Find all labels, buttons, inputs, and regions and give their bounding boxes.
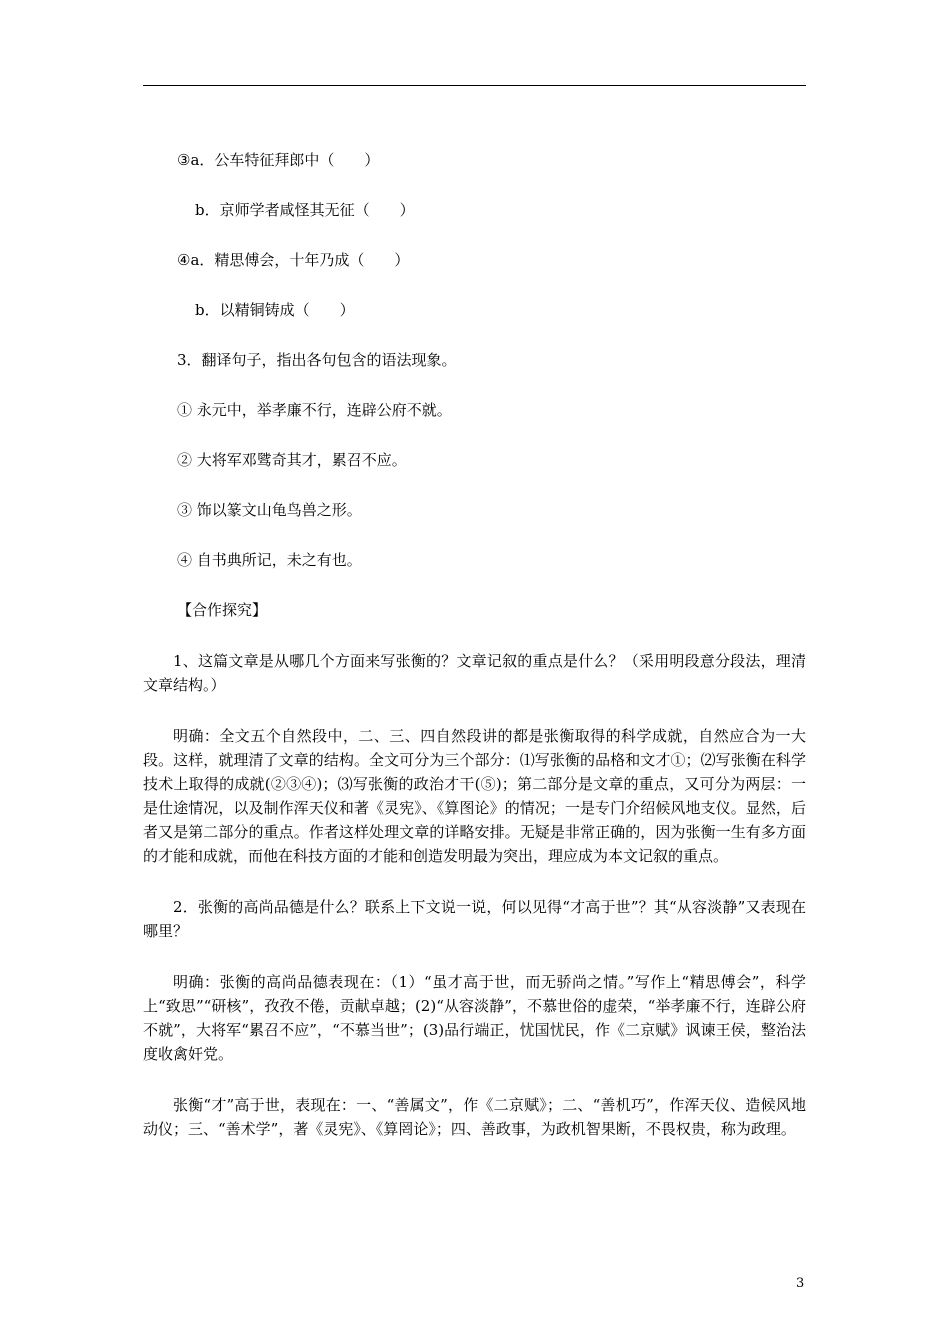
document-body xyxy=(143,148,806,1141)
paragraph: 明确：全文五个自然段中，二、三、四自然段讲的都是张衡取得的科学成就，自然应合为一大段。这样，就理清了文章的结构。全文可分为三个部分：⑴写张衡的品格和文才①；⑵写张衡在科学技术上取得的成就(②③④)；⑶写张衡的政治才干(⑤)；第二部分是文章的重点，又可分为两层：一是仕途情况，以及制作浑天仪和著《灵宪》、《算图论》的情况；一是专门介绍候风地支仪。显然，后者又是第二部分的重点。作者这样处理文章的详略安排。无疑是非常正确的，因为张衡一生有多方面的才能和成就，而他在科技方面的才能和创造发明最为突出，理应成为本文记叙的重点。 xyxy=(143,727,806,865)
question-item: b．以精铜铸成（ ） xyxy=(195,301,355,319)
paragraph: 2．张衡的高尚品德是什么？联系上下文说一说，何以见得“才高于世”？其“从容淡静”又表现在哪里？ xyxy=(143,898,806,940)
question-item: 3．翻译句子，指出各句包含的语法现象。 xyxy=(177,351,457,369)
paragraph: 明确：张衡的高尚品德表现在：（1）“虽才高于世，而无骄尚之情。”写作上“精思傅会”，科学上“致思”“研核”，孜孜不倦，贡献卓越；(2)“从容淡静”，不慕世俗的虚荣，“举孝廉不行，连辟公府不就”，大将军“累召不应”，“不慕当世”；(3)品行端正，忧国忧民，作《二京赋》讽谏王侯，整治法度收禽奸党。 xyxy=(143,973,806,1063)
section-heading: 【合作探究】 xyxy=(177,601,268,619)
header-rule xyxy=(143,85,806,86)
paragraph: 1、这篇文章是从哪几个方面来写张衡的？文章记叙的重点是什么？（采用明段意分段法，理清文章结构。） xyxy=(143,652,806,694)
sentence-item: ④ 自书典所记，未之有也。 xyxy=(177,551,362,569)
sentence-item: ③ 饰以篆文山龟鸟兽之形。 xyxy=(177,501,362,519)
sentence-item: ② 大将军邓骘奇其才，累召不应。 xyxy=(177,451,407,469)
paragraph: 张衡“才”高于世，表现在：一、“善属文”，作《二京赋》；二、“善机巧”，作浑天仪、造候风地动仪；三、“善术学”，著《灵宪》、《算罔论》；四、善政事，为政机智果断，不畏权贵，称为政理。 xyxy=(143,1096,806,1138)
question-item: b．京师学者咸怪其无征（ ） xyxy=(195,201,415,219)
question-item: ④a．精思傅会，十年乃成（ ） xyxy=(177,251,410,269)
sentence-item: ① 永元中，举孝廉不行，连辟公府不就。 xyxy=(177,401,452,419)
page-number: 3 xyxy=(796,1276,805,1291)
question-item: ③a．公车特征拜郎中（ ） xyxy=(177,151,380,169)
